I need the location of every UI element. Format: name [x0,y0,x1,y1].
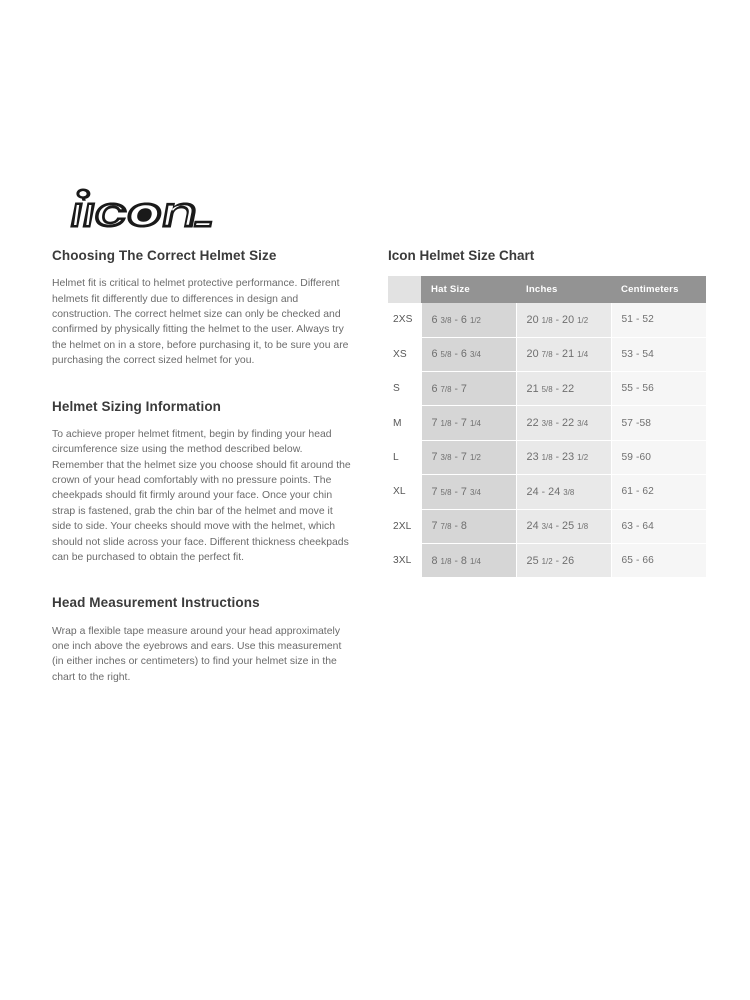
cell-inches: 20 7/8 - 21 1/4 [516,337,611,371]
cell-hat-size: 6 5/8 - 6 3/4 [421,337,516,371]
cell-size-label: M [388,406,421,440]
cell-size-label: XL [388,475,421,509]
left-content-column [52,248,354,685]
cell-inches: 21 5/8 - 22 [516,371,611,405]
right-content-column [388,248,706,578]
helmet-size-chart-table [388,276,706,578]
table-row [388,371,706,405]
table-row [388,440,706,474]
cell-hat-size: 7 1/8 - 7 1/4 [421,406,516,440]
cell-inches: 20 1/8 - 20 1/2 [516,303,611,337]
cell-size-label: XS [388,337,421,371]
column-header-centimeters: Centimeters [611,276,706,303]
size-chart-title: Icon Helmet Size Chart [388,248,535,263]
cell-centimeters: 57 -58 [611,406,706,440]
cell-inches: 23 1/8 - 23 1/2 [516,440,611,474]
cell-hat-size: 7 7/8 - 8 [421,509,516,543]
cell-centimeters: 63 - 64 [611,509,706,543]
cell-inches: 22 3/8 - 22 3/4 [516,406,611,440]
cell-size-label: 2XS [388,303,421,337]
cell-hat-size: 8 1/8 - 8 1/4 [421,543,516,577]
table-row [388,337,706,371]
cell-size-label: 2XL [388,509,421,543]
cell-centimeters: 61 - 62 [611,475,706,509]
table-row [388,509,706,543]
section-heading-head-measurement: Head Measurement Instructions [52,595,260,611]
column-header-size-label [388,276,421,303]
cell-size-label: S [388,371,421,405]
cell-size-label: 3XL [388,543,421,577]
cell-size-label: L [388,440,421,474]
table-row [388,303,706,337]
table-header-row [388,276,706,303]
table-row [388,543,706,577]
cell-centimeters: 65 - 66 [611,543,706,577]
cell-hat-size: 7 3/8 - 7 1/2 [421,440,516,474]
cell-centimeters: 53 - 54 [611,337,706,371]
table-header [388,276,706,303]
cell-centimeters: 59 -60 [611,440,706,474]
table-row [388,475,706,509]
cell-centimeters: 55 - 56 [611,371,706,405]
icon-logo [50,186,220,232]
column-header-inches: Inches [516,276,611,303]
cell-inches: 25 1/2 - 26 [516,543,611,577]
column-header-hat-size: Hat Size [421,276,516,303]
section-heading-choosing-size: Choosing The Correct Helmet Size [52,248,277,263]
section-heading-sizing-information: Helmet Sizing Information [52,398,222,414]
cell-inches: 24 - 24 3/8 [516,475,611,509]
table-row [388,406,706,440]
cell-centimeters: 51 - 52 [611,303,706,337]
cell-hat-size: 6 3/8 - 6 1/2 [421,303,516,337]
cell-hat-size: 7 5/8 - 7 3/4 [421,475,516,509]
section-body-head-measurement: Wrap a flexible tape measure around your head approximately one inch above the eyebrows and ears. Use this measurement (in either inches or centimeters) to find your helmet size in the chart to the right. [52,625,342,683]
section-body-sizing-information: To achieve proper helmet fitment, begin by finding your head circumference size using the method described below. Remember that the helmet size you choose should fit around the crown of your head comfortably with no pressure points. The cheekpads should fit firmly around your face. Once your chin strap is fastened, grab the chin bar of the helmet and move it side to side. Your cheeks should move with the helmet, which should not slide across your face. Different thickness cheekpads can be purchased to obtain the perfect fit. [52,428,351,564]
cell-hat-size: 6 7/8 - 7 [421,371,516,405]
table-body [388,303,706,578]
section-body-choosing-size: Helmet fit is critical to helmet protective performance. Different helmets fit differently due to differences in design and construction. The correct helmet size can only be checked and confirmed by physically fitting the helmet to the user. Always try the helmet on in a store, before purchasing it, to be sure you are purchasing the correct sized helmet for you. [52,278,349,367]
cell-inches: 24 3/4 - 25 1/8 [516,509,611,543]
